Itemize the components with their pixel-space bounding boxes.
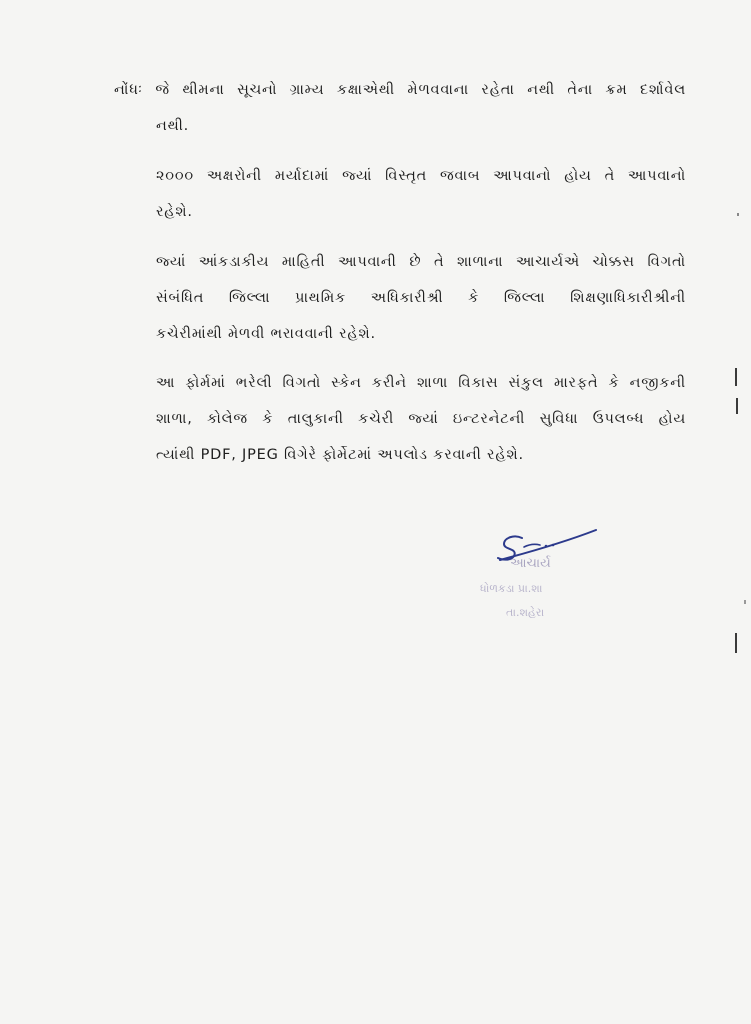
note-text-line-1: જે થીમના સૂચનો ગ્રામ્ય કક્ષાએથી મેળવવાના રહેતા નથી તેના ક્રમ દર્શાવેલ <box>155 82 686 98</box>
para-4-line-2: શાળા, કોલેજ કે તાલુકાની કચેરી જ્યાં ઇન્ટરનેટની સુવિધા ઉપલબ્ધ હોય <box>156 411 686 427</box>
signature-and-stamp-graphic <box>470 520 620 630</box>
para-3-line-2: સંબંધિત જિલ્લા પ્રાથમિક અધિકારીશ્રી કે જિલ્લા શિક્ષણાધિકારીશ્રીની <box>156 290 686 306</box>
para-4-line-1: આ ફોર્મમાં ભરેલી વિગતો સ્કેન કરીને શાળા વિકાસ સંકુલ મારફતે કે નજીકની <box>156 375 686 391</box>
scan-edge-mark <box>735 633 737 653</box>
scan-edge-mark <box>735 368 737 386</box>
scan-edge-mark <box>744 600 746 604</box>
scan-edge-mark <box>737 213 739 216</box>
signature-dot <box>552 544 555 547</box>
stamp-title: આચાર્ય <box>510 556 551 571</box>
principal-signature-stamp <box>470 520 620 630</box>
scan-edge-mark <box>736 398 738 414</box>
note-first-line <box>114 72 686 108</box>
para-2-line-1: ૨૦૦૦ અક્ષરોની મર્યાદામાં જ્યાં વિસ્તૃત જવાબ આપવાનો હોય તે આપવાનો <box>156 168 686 184</box>
stamp-line-1: ધોળકડા પ્રા.શા <box>480 582 543 595</box>
para-3-line-1: જ્યાં આંકડાકીય માહિતી આપવાની છે તે શાળાના આચાર્યએ ચોક્કસ વિગતો <box>156 254 686 270</box>
note-paragraph <box>114 72 686 144</box>
note-label: નોંધઃ <box>114 82 143 98</box>
upload-instructions-paragraph <box>156 365 686 473</box>
stamp-line-2: તા.શહેરા <box>506 606 545 619</box>
note-text-line-2: નથી. <box>156 118 190 134</box>
statistics-paragraph <box>156 244 686 352</box>
signature-dot <box>545 545 548 548</box>
para-2-line-2: રહેશે. <box>156 204 193 220</box>
signature-dash <box>524 544 540 547</box>
para-4-line-3: ત્યાંથી PDF, JPEG વિગેરે ફોર્મેટમાં અપલોડ કરવાની રહેશે. <box>156 447 524 463</box>
character-limit-paragraph <box>156 158 686 230</box>
para-3-line-3: કચેરીમાંથી મેળવી ભરાવવાની રહેશે. <box>156 326 376 342</box>
